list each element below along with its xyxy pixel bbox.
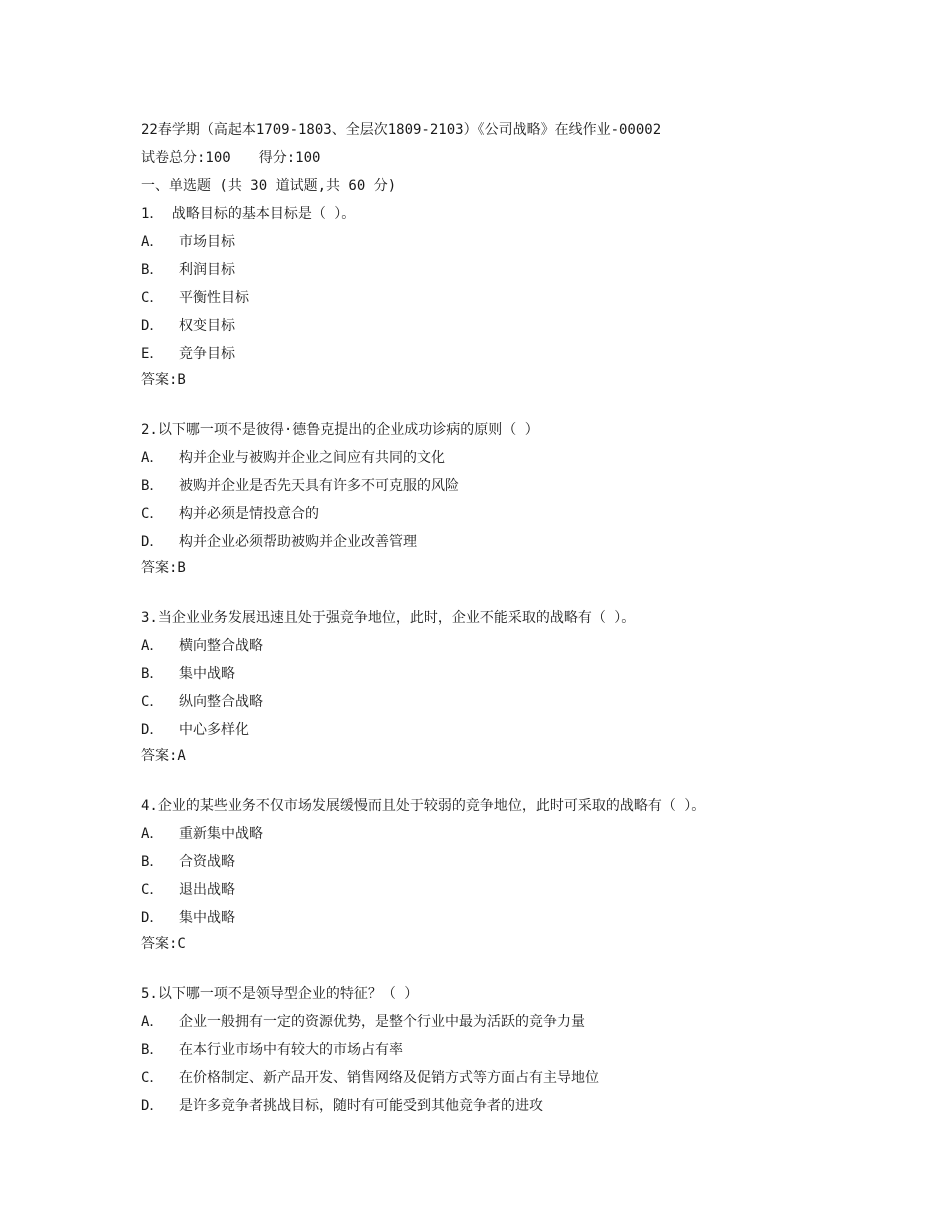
question-stem: 5.以下哪一项不是领导型企业的特征？（ ） bbox=[141, 986, 419, 1002]
question-stem: 3.当企业业务发展迅速且处于强竞争地位，此时，企业不能采取的战略有（ ）。 bbox=[141, 610, 636, 626]
option-a bbox=[141, 820, 931, 848]
option-letter: B． bbox=[141, 666, 164, 682]
option-letter: A． bbox=[141, 1014, 164, 1030]
option-text: 在价格制定、新产品开发、销售网络及促销方式等方面占有主导地位 bbox=[179, 1070, 599, 1086]
option-letter: D． bbox=[141, 722, 164, 738]
option-b bbox=[141, 1036, 931, 1064]
option-d bbox=[141, 528, 931, 556]
option-letter: D． bbox=[141, 534, 164, 550]
option-text: 企业一般拥有一定的资源优势，是整个行业中最为活跃的竞争力量 bbox=[179, 1014, 585, 1030]
answer-line: 答案:A bbox=[141, 748, 186, 764]
option-text: 构并必须是情投意合的 bbox=[179, 506, 319, 522]
option-text: 合资战略 bbox=[179, 854, 235, 870]
question-5 bbox=[141, 980, 931, 1120]
option-a bbox=[141, 632, 931, 660]
exam-document bbox=[141, 116, 931, 1120]
option-a bbox=[141, 228, 931, 256]
option-text: 构并企业与被购并企业之间应有共同的文化 bbox=[179, 450, 445, 466]
option-letter: A． bbox=[141, 826, 164, 842]
question-3 bbox=[141, 604, 931, 768]
question-1 bbox=[141, 200, 931, 392]
answer-line: 答案:C bbox=[141, 936, 186, 952]
option-a bbox=[141, 1008, 931, 1036]
option-letter: D． bbox=[141, 1098, 164, 1114]
option-letter: A． bbox=[141, 450, 164, 466]
option-letter: E． bbox=[141, 346, 164, 362]
option-text: 竞争目标 bbox=[179, 346, 235, 362]
option-letter: B． bbox=[141, 262, 164, 278]
option-letter: B． bbox=[141, 478, 164, 494]
option-a bbox=[141, 444, 931, 472]
option-c bbox=[141, 688, 931, 716]
option-letter: D． bbox=[141, 910, 164, 926]
option-text: 集中战略 bbox=[179, 910, 235, 926]
option-text: 市场目标 bbox=[179, 234, 235, 250]
option-c bbox=[141, 500, 931, 528]
option-text: 纵向整合战略 bbox=[179, 694, 263, 710]
option-e bbox=[141, 340, 931, 368]
question-2 bbox=[141, 416, 931, 580]
section-heading: 一、单选题 (共 30 道试题,共 60 分) bbox=[141, 178, 397, 194]
option-text: 横向整合战略 bbox=[179, 638, 263, 654]
answer-line: 答案:B bbox=[141, 372, 186, 388]
option-b bbox=[141, 848, 931, 876]
option-d bbox=[141, 312, 931, 340]
option-text: 利润目标 bbox=[179, 262, 235, 278]
option-letter: C． bbox=[141, 506, 164, 522]
obtained-score: 得分:100 bbox=[258, 150, 321, 166]
option-c bbox=[141, 1064, 931, 1092]
option-b bbox=[141, 256, 931, 284]
option-letter: C． bbox=[141, 882, 164, 898]
option-letter: C． bbox=[141, 694, 164, 710]
option-text: 集中战略 bbox=[179, 666, 235, 682]
option-c bbox=[141, 284, 931, 312]
answer-line: 答案:B bbox=[141, 560, 186, 576]
option-text: 被购并企业是否先天具有许多不可克服的风险 bbox=[179, 478, 459, 494]
option-letter: B． bbox=[141, 1042, 164, 1058]
option-letter: A． bbox=[141, 638, 164, 654]
option-text: 中心多样化 bbox=[179, 722, 249, 738]
option-text: 是许多竞争者挑战目标，随时有可能受到其他竞争者的进攻 bbox=[179, 1098, 543, 1114]
option-text: 平衡性目标 bbox=[179, 290, 249, 306]
total-score: 试卷总分:100 bbox=[141, 150, 231, 166]
option-letter: C． bbox=[141, 290, 164, 306]
option-letter: B． bbox=[141, 854, 164, 870]
score-line bbox=[141, 144, 931, 172]
option-b bbox=[141, 660, 931, 688]
option-b bbox=[141, 472, 931, 500]
question-stem: 2.以下哪一项不是彼得·德鲁克提出的企业成功诊病的原则（ ） bbox=[141, 422, 539, 438]
option-text: 权变目标 bbox=[179, 318, 235, 334]
option-letter: C． bbox=[141, 1070, 164, 1086]
question-stem: 1． 战略目标的基本目标是（ ）。 bbox=[141, 206, 356, 222]
exam-title: 22春学期（高起本1709-1803、全层次1809-2103）《公司战略》在线作业-00002 bbox=[141, 122, 662, 138]
question-stem: 4.企业的某些业务不仅市场发展缓慢而且处于较弱的竞争地位，此时可采取的战略有（ ）。 bbox=[141, 798, 706, 814]
option-d bbox=[141, 716, 931, 744]
option-text: 构并企业必须帮助被购并企业改善管理 bbox=[179, 534, 417, 550]
option-d bbox=[141, 1092, 931, 1120]
option-d bbox=[141, 904, 931, 932]
option-text: 退出战略 bbox=[179, 882, 235, 898]
option-text: 重新集中战略 bbox=[179, 826, 263, 842]
option-letter: A． bbox=[141, 234, 164, 250]
option-text: 在本行业市场中有较大的市场占有率 bbox=[179, 1042, 403, 1058]
option-letter: D． bbox=[141, 318, 164, 334]
question-4 bbox=[141, 792, 931, 956]
option-c bbox=[141, 876, 931, 904]
